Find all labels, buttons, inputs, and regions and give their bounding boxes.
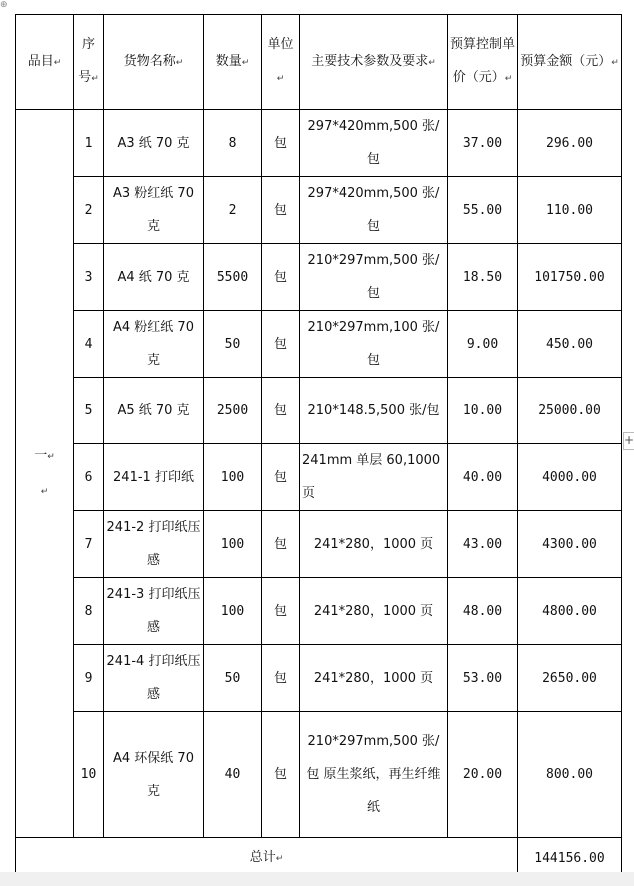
unit-cell: 包 (262, 177, 300, 244)
qty-cell: 100 (204, 511, 262, 578)
seq-cell: 6 (74, 444, 104, 511)
unit-cell: 包 (262, 110, 300, 177)
table-row (16, 444, 622, 511)
expand-plus-icon[interactable]: + (623, 432, 634, 450)
price-cell: 37.00 (448, 110, 518, 177)
seq-cell: 9 (74, 645, 104, 712)
seq-cell: 10 (74, 712, 104, 838)
qty-cell: 40 (204, 712, 262, 838)
spec-cell: 241mm 单层 60,1000 页 (300, 444, 448, 511)
price-cell: 9.00 (448, 311, 518, 378)
spec-cell: 241*280，1000 页 (300, 578, 448, 645)
header-price: 预算控制单价（元）↵ (448, 15, 518, 110)
seq-cell: 8 (74, 578, 104, 645)
amount-cell: 4800.00 (518, 578, 622, 645)
amount-cell: 101750.00 (518, 244, 622, 311)
spec-cell: 210*297mm,100 张/包 (300, 311, 448, 378)
header-qty: 数量↵ (204, 15, 262, 110)
spec-cell: 297*420mm,500 张/包 (300, 110, 448, 177)
seq-cell: 7 (74, 511, 104, 578)
qty-cell: 50 (204, 311, 262, 378)
amount-cell: 25000.00 (518, 378, 622, 444)
table-row (16, 578, 622, 645)
seq-cell: 4 (74, 311, 104, 378)
qty-cell: 5500 (204, 244, 262, 311)
price-cell: 48.00 (448, 578, 518, 645)
name-cell: 241-3 打印纸压感 (104, 578, 204, 645)
spec-cell: 210*297mm,500 张/包 原生浆纸，再生纤维纸 (300, 712, 448, 838)
amount-cell: 450.00 (518, 311, 622, 378)
unit-cell: 包 (262, 311, 300, 378)
name-cell: A3 纸 70 克 (104, 110, 204, 177)
table-row (16, 645, 622, 712)
price-cell: 40.00 (448, 444, 518, 511)
header-unit: 单位↵ (262, 15, 300, 110)
qty-cell: 8 (204, 110, 262, 177)
amount-cell: 4000.00 (518, 444, 622, 511)
amount-cell: 800.00 (518, 712, 622, 838)
corner-mark: ⊕ (0, 0, 8, 10)
table-row (16, 378, 622, 444)
spec-cell: 241*280，1000 页 (300, 511, 448, 578)
spec-cell: 297*420mm,500 张/包 (300, 177, 448, 244)
header-row (16, 15, 622, 110)
seq-cell: 2 (74, 177, 104, 244)
name-cell: A4 粉红纸 70 克 (104, 311, 204, 378)
page-bottom-strip (0, 872, 634, 886)
price-cell: 43.00 (448, 511, 518, 578)
amount-cell: 2650.00 (518, 645, 622, 712)
seq-cell: 5 (74, 378, 104, 444)
budget-table (15, 14, 622, 879)
qty-cell: 100 (204, 444, 262, 511)
price-cell: 20.00 (448, 712, 518, 838)
header-amount: 预算金额（元）↵ (518, 15, 622, 110)
unit-cell: 包 (262, 444, 300, 511)
table-row (16, 311, 622, 378)
header-name: 货物名称↵ (104, 15, 204, 110)
unit-cell: 包 (262, 244, 300, 311)
name-cell: A3 粉红纸 70 克 (104, 177, 204, 244)
unit-cell: 包 (262, 578, 300, 645)
qty-cell: 100 (204, 578, 262, 645)
name-cell: A5 纸 70 克 (104, 378, 204, 444)
table-row (16, 110, 622, 177)
price-cell: 18.50 (448, 244, 518, 311)
name-cell: A4 环保纸 70 克 (104, 712, 204, 838)
price-cell: 53.00 (448, 645, 518, 712)
amount-cell: 4300.00 (518, 511, 622, 578)
unit-cell: 包 (262, 378, 300, 444)
table-row (16, 177, 622, 244)
name-cell: 241-1 打印纸 (104, 444, 204, 511)
table-row (16, 712, 622, 838)
qty-cell: 50 (204, 645, 262, 712)
header-spec: 主要技术参数及要求↵ (300, 15, 448, 110)
seq-cell: 1 (74, 110, 104, 177)
unit-cell: 包 (262, 511, 300, 578)
price-cell: 10.00 (448, 378, 518, 444)
name-cell: 241-2 打印纸压感 (104, 511, 204, 578)
table-row (16, 511, 622, 578)
name-cell: A4 纸 70 克 (104, 244, 204, 311)
spec-cell: 210*148.5,500 张/包 (300, 378, 448, 444)
category-cell: 一↵ ↵ (16, 110, 74, 838)
total-amount: 144156.00 (518, 838, 622, 879)
amount-cell: 296.00 (518, 110, 622, 177)
price-cell: 55.00 (448, 177, 518, 244)
table-row (16, 244, 622, 311)
seq-cell: 3 (74, 244, 104, 311)
qty-cell: 2 (204, 177, 262, 244)
total-label: 总计↵ (16, 838, 518, 879)
header-category: 品目↵ (16, 15, 74, 110)
amount-cell: 110.00 (518, 177, 622, 244)
spec-cell: 210*297mm,500 张/包 (300, 244, 448, 311)
unit-cell: 包 (262, 712, 300, 838)
spec-cell: 241*280，1000 页 (300, 645, 448, 712)
unit-cell: 包 (262, 645, 300, 712)
name-cell: 241-4 打印纸压感 (104, 645, 204, 712)
header-seq: 序号↵ (74, 15, 104, 110)
qty-cell: 2500 (204, 378, 262, 444)
